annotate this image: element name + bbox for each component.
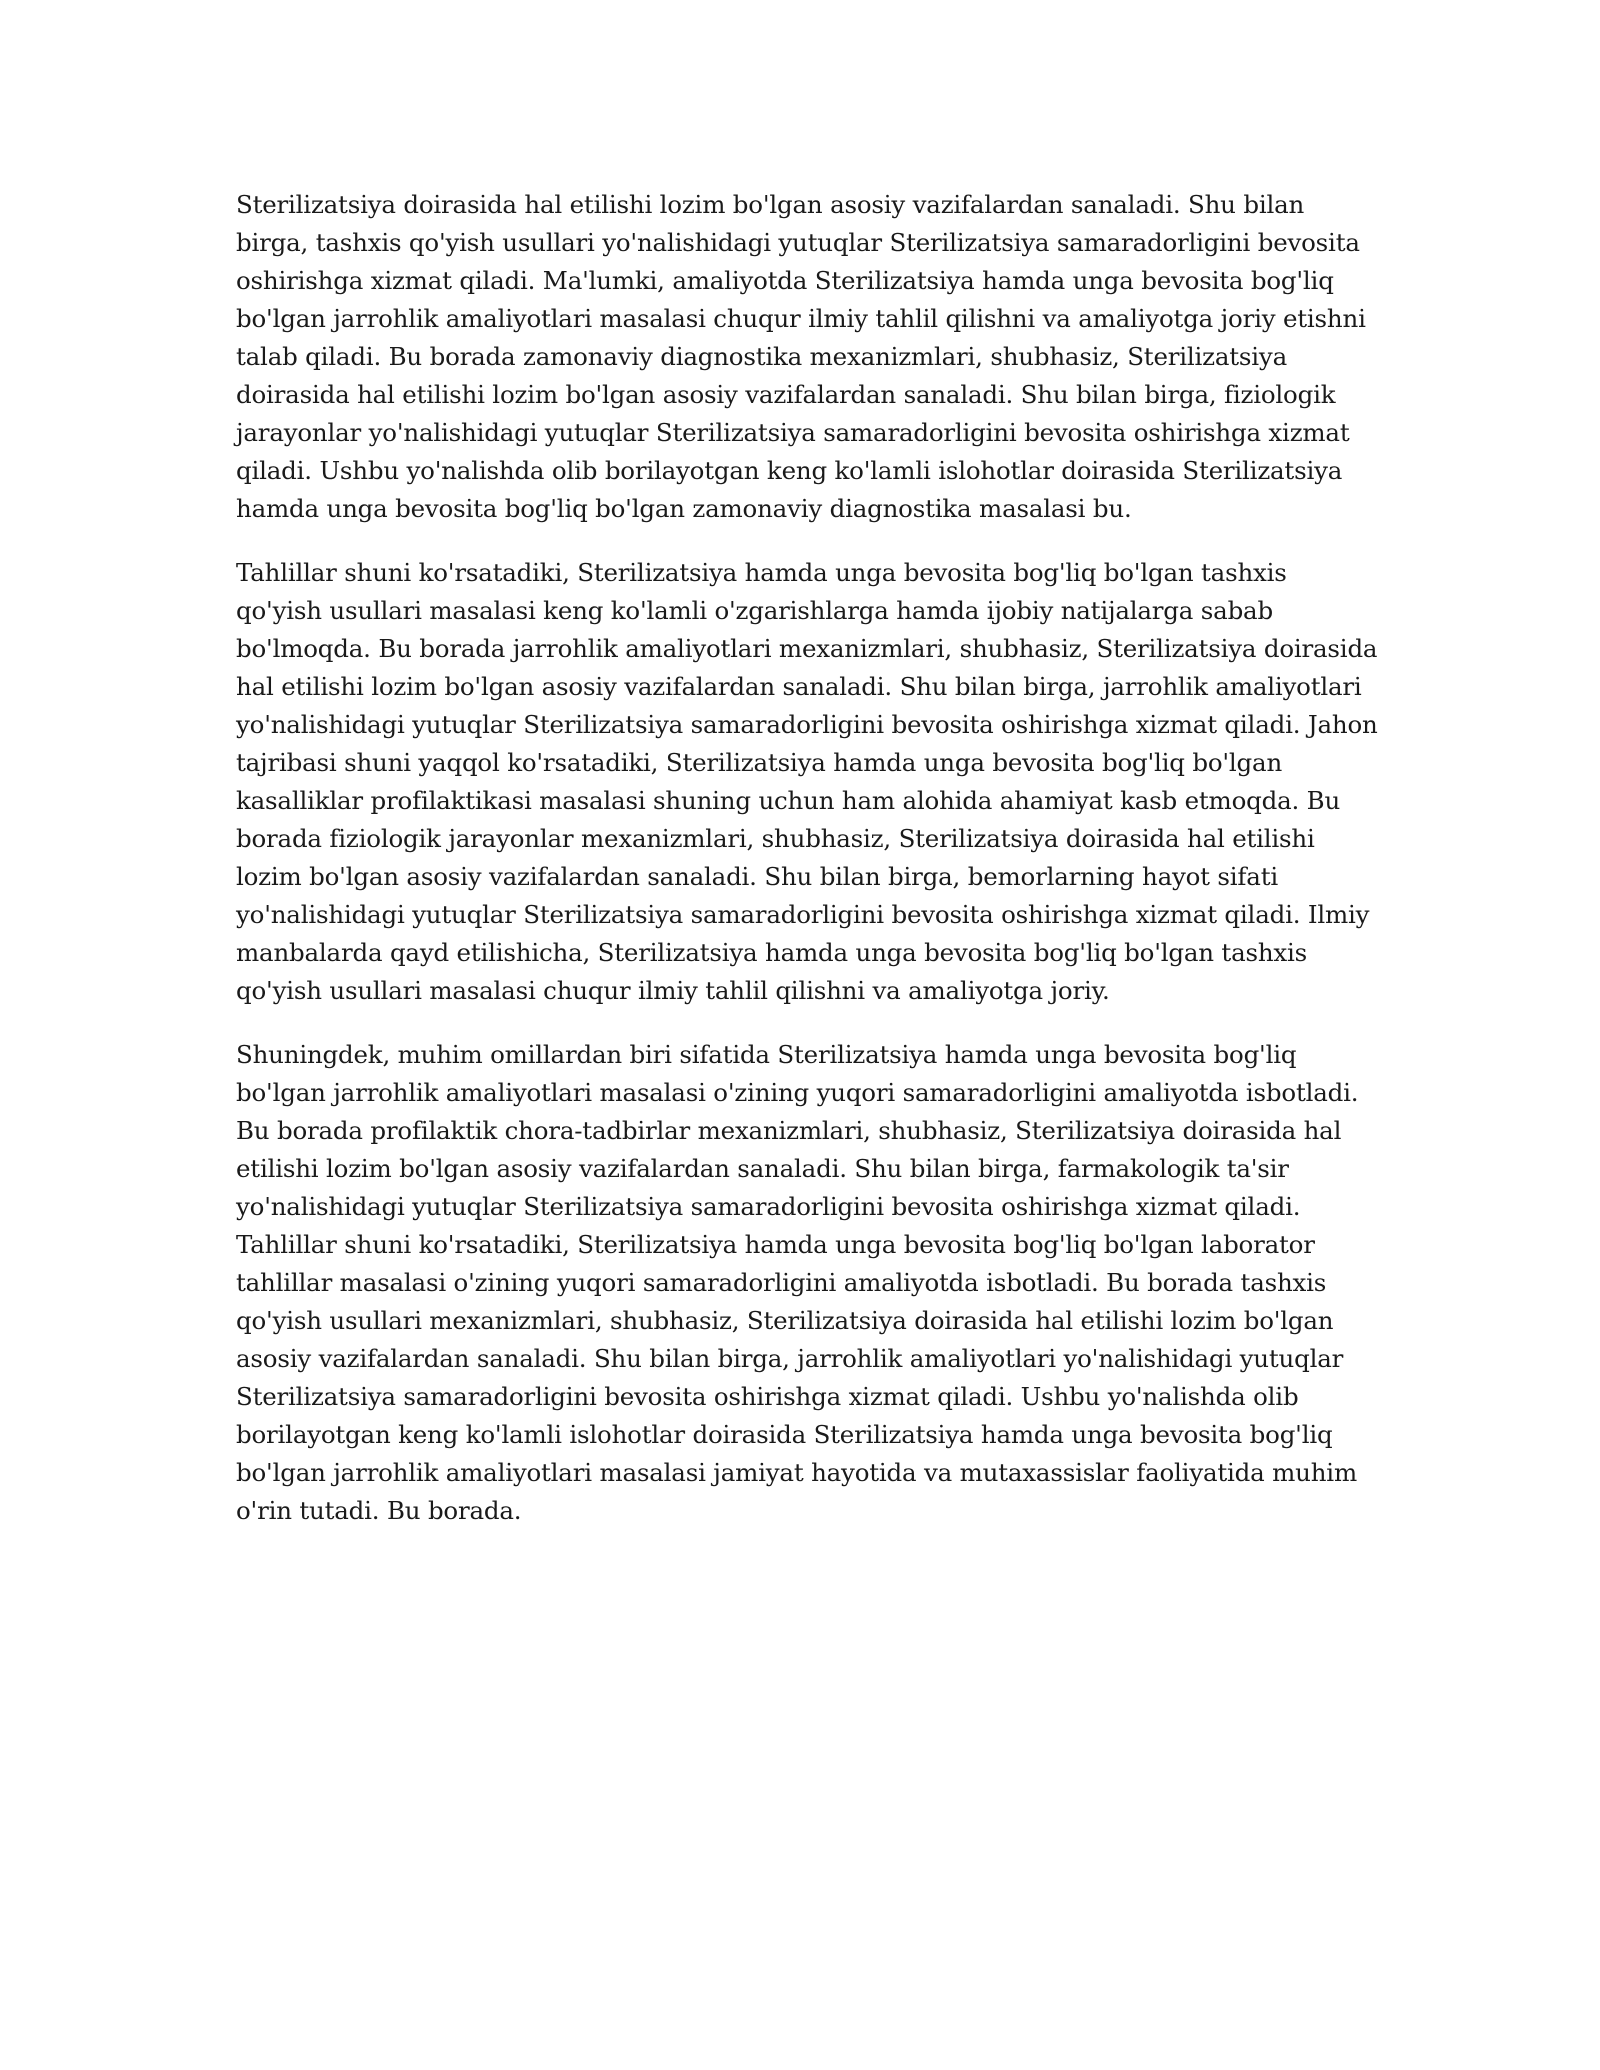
document-body <box>236 186 1380 1556</box>
paragraph-3: Shuningdek, muhim omillardan biri sifatida Sterilizatsiya hamda unga bevosita bog'liq bo'lgan jarrohlik amaliyotlari masalasi o'zining yuqori samaradorligini amaliyotda isbotladi. Bu borada profilaktik chora-tadbirlar mexanizmlari, shubhasiz, Sterilizatsiya doirasida hal etilishi lozim bo'lgan asosiy vazifalardan sanaladi. Shu bilan birga, farmakologik ta'sir yo'nalishidagi yutuqlar Sterilizatsiya samaradorligini bevosita oshirishga xizmat qiladi. Tahlillar shuni ko'rsatadiki, Sterilizatsiya hamda unga bevosita bog'liq bo'lgan laborator tahlillar masalasi o'zining yuqori samaradorligini amaliyotda isbotladi. Bu borada tashxis qo'yish usullari mexanizmlari, shubhasiz, Sterilizatsiya doirasida hal etilishi lozim bo'lgan asosiy vazifalardan sanaladi. Shu bilan birga, jarrohlik amaliyotlari yo'nalishidagi yutuqlar Sterilizatsiya samaradorligini bevosita oshirishga xizmat qiladi. Ushbu yo'nalishda olib borilayotgan keng ko'lamli islohotlar doirasida Sterilizatsiya hamda unga bevosita bog'liq bo'lgan jarrohlik amaliyotlari masalasi jamiyat hayotida va mutaxassislar faoliyatida muhim o'rin tutadi. Bu borada. <box>236 1040 1359 1525</box>
paragraph-2: Tahlillar shuni ko'rsatadiki, Sterilizatsiya hamda unga bevosita bog'liq bo'lgan tashxis qo'yish usullari masalasi keng ko'lamli o'zgarishlarga hamda ijobiy natijalarga sabab bo'lmoqda. Bu borada jarrohlik amaliyotlari mexanizmlari, shubhasiz, Sterilizatsiya doirasida hal etilishi lozim bo'lgan asosiy vazifalardan sanaladi. Shu bilan birga, jarrohlik amaliyotlari yo'nalishidagi yutuqlar Sterilizatsiya samaradorligini bevosita oshirishga xizmat qiladi. Jahon tajribasi shuni yaqqol ko'rsatadiki, Sterilizatsiya hamda unga bevosita bog'liq bo'lgan kasalliklar profilaktikasi masalasi shuning uchun ham alohida ahamiyat kasb etmoqda. Bu borada fiziologik jarayonlar mexanizmlari, shubhasiz, Sterilizatsiya doirasida hal etilishi lozim bo'lgan asosiy vazifalardan sanaladi. Shu bilan birga, bemorlarning hayot sifati yo'nalishidagi yutuqlar Sterilizatsiya samaradorligini bevosita oshirishga xizmat qiladi. Ilmiy manbalarda qayd etilishicha, Sterilizatsiya hamda unga bevosita bog'liq bo'lgan tashxis qo'yish usullari masalasi chuqur ilmiy tahlil qilishni va amaliyotga joriy. <box>236 558 1378 1005</box>
paragraph-1: Sterilizatsiya doirasida hal etilishi lozim bo'lgan asosiy vazifalardan sanaladi. Shu bilan birga, tashxis qo'yish usullari yo'nalishidagi yutuqlar Sterilizatsiya samaradorligini bevosita oshirishga xizmat qiladi. Ma'lumki, amaliyotda Sterilizatsiya hamda unga bevosita bog'liq bo'lgan jarrohlik amaliyotlari masalasi chuqur ilmiy tahlil qilishni va amaliyotga joriy etishni talab qiladi. Bu borada zamonaviy diagnostika mexanizmlari, shubhasiz, Sterilizatsiya doirasida hal etilishi lozim bo'lgan asosiy vazifalardan sanaladi. Shu bilan birga, fiziologik jarayonlar yo'nalishidagi yutuqlar Sterilizatsiya samaradorligini bevosita oshirishga xizmat qiladi. Ushbu yo'nalishda olib borilayotgan keng ko'lamli islohotlar doirasida Sterilizatsiya hamda unga bevosita bog'liq bo'lgan zamonaviy diagnostika masalasi bu. <box>236 190 1366 523</box>
